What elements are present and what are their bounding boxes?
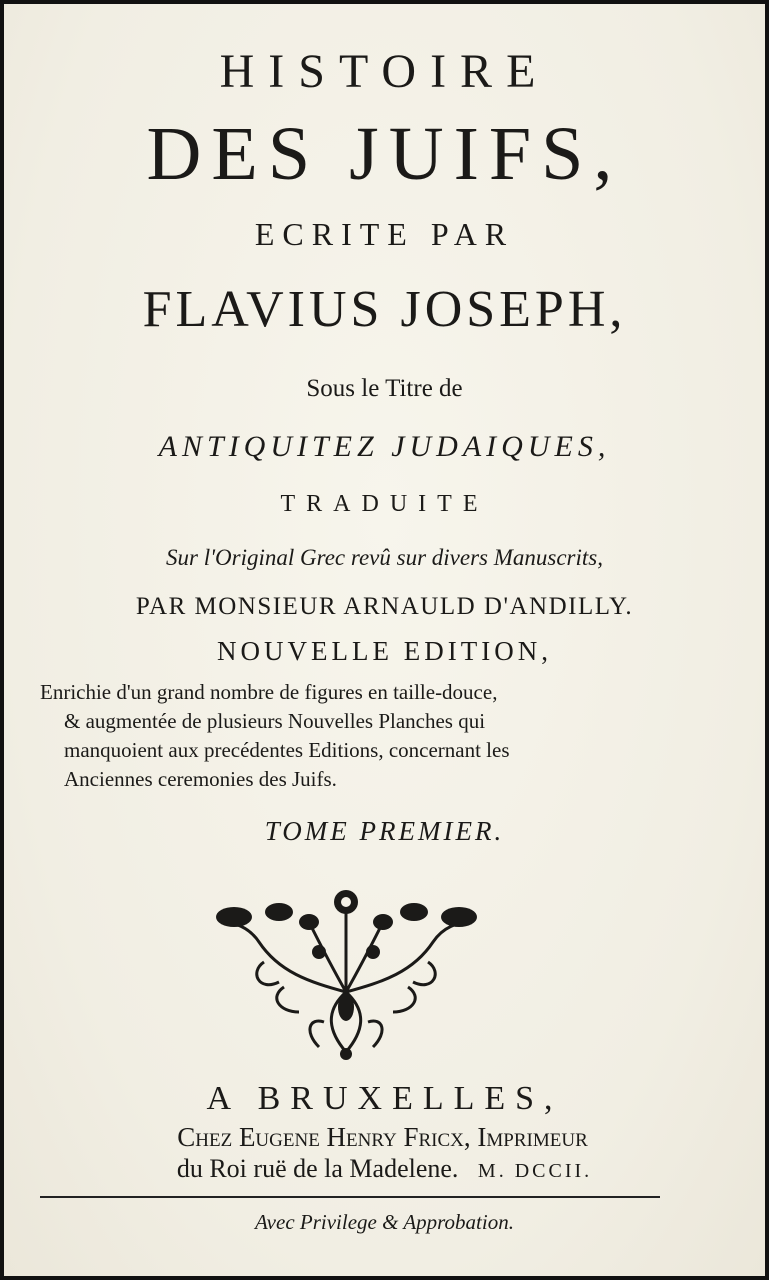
description-line: & augmentée de plusieurs Nouvelles Planches qui: [64, 709, 486, 733]
translator: PAR MONSIEUR ARNAULD D'ANDILLY.: [135, 593, 634, 620]
subtitle: ANTIQUITEZ JUDAIQUES,: [158, 430, 611, 463]
privilege: Avec Privilege & Approbation.: [255, 1210, 514, 1234]
volume: TOME PREMIER.: [264, 816, 505, 846]
description-line: manquoient aux precédentes Editions, concernant les: [64, 738, 510, 762]
address: du Roi ruë de la Madelene.: [176, 1154, 459, 1183]
year: M. DCCII.: [477, 1160, 593, 1182]
printer-name: Chez Eugene Henry Fricx, Imprimeur: [177, 1122, 588, 1152]
description-line: Enrichie d'un grand nombre de figures en taille-douce,: [40, 680, 498, 704]
description-line: Anciennes ceremonies des Juifs.: [64, 767, 337, 791]
traduite: TRADUITE: [280, 491, 489, 517]
title-line-ecrite-par: ECRITE PAR: [254, 216, 515, 252]
subtitle-intro: Sous le Titre de: [306, 375, 463, 402]
description: [40, 678, 680, 794]
printer: [2, 1124, 763, 1151]
floral-ornament: [209, 882, 484, 1062]
address-line: [4, 1156, 765, 1182]
author-name: FLAVIUS JOSEPH,: [142, 281, 627, 338]
city: A BRUXELLES,: [206, 1080, 563, 1117]
title-page: [4, 4, 765, 1276]
title-line-des-juifs: DES JUIFS,: [146, 112, 623, 196]
edition: NOUVELLE EDITION,: [217, 636, 552, 666]
source-note: Sur l'Original Grec revû sur divers Manuscrits,: [166, 545, 603, 570]
divider-rule: [40, 1196, 660, 1198]
title-line-histoire: HISTOIRE: [219, 45, 550, 98]
